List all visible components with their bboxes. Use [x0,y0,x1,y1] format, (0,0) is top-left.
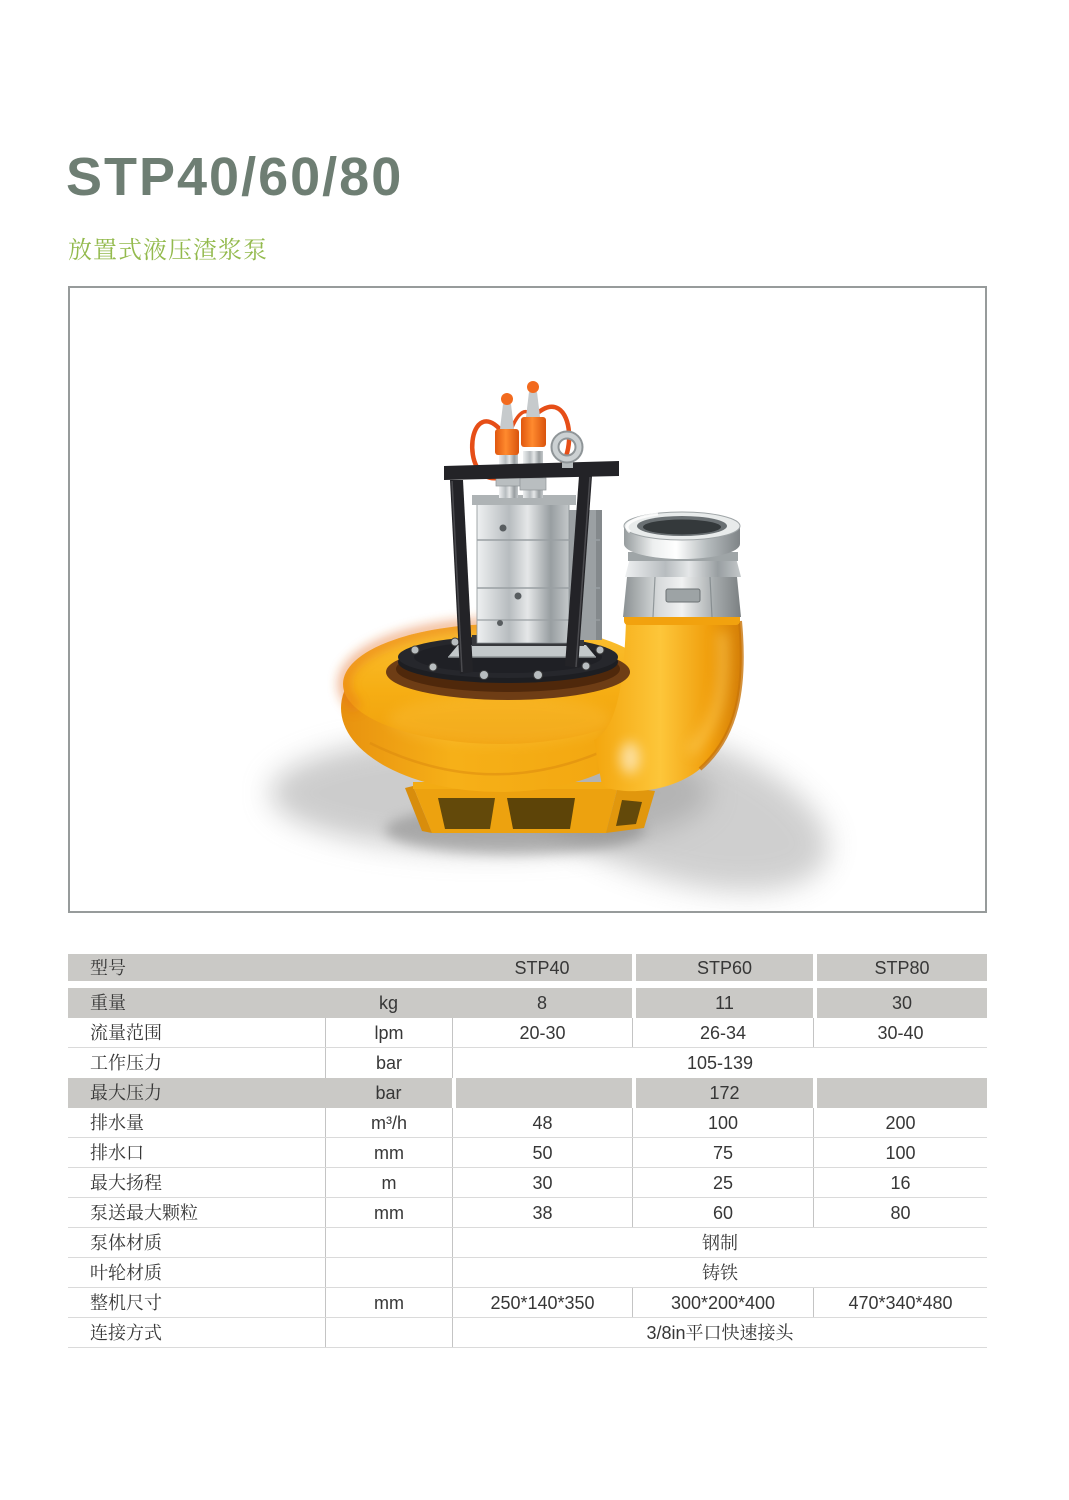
camlock-coupling [623,512,741,617]
spec-value: 26-34 [632,1018,813,1047]
spec-row-weight [68,988,987,1018]
spec-value: 172 [632,1078,813,1108]
spec-value: 30-40 [813,1018,987,1047]
spec-value: 8 [536,993,547,1013]
spec-value: 470*340*480 [813,1288,987,1317]
spec-value-merged: 105-139 [452,1048,987,1078]
spec-unit: mm [325,1138,452,1167]
spec-value: 60 [632,1198,813,1227]
spec-unit: kg [378,993,398,1013]
spec-row-max-head [68,1168,987,1198]
spec-label: 泵送最大颗粒 [90,1202,198,1223]
spec-value: 100 [813,1138,987,1167]
spec-row-impeller-material [68,1258,987,1288]
spec-label: 流量范围 [90,1022,162,1043]
spec-table [68,954,987,1348]
spec-row-drainage-volume [68,1108,987,1138]
spec-unit: mm [325,1198,452,1227]
spec-value-merged: 铸铁 [452,1258,987,1287]
spec-value: 20-30 [452,1018,632,1047]
spec-value: 75 [632,1138,813,1167]
spec-row-body-material [68,1228,987,1258]
spec-label: 最大压力 [90,1083,162,1103]
page-subtitle: 放置式液压渣浆泵 [68,237,268,264]
spec-row-connection [68,1318,987,1348]
spec-value: 16 [813,1168,987,1197]
spec-label: 叶轮材质 [90,1262,162,1283]
spec-unit: bar [375,1083,402,1103]
spec-value: 48 [452,1108,632,1137]
spec-row-working-pressure [68,1048,987,1078]
spec-label: 排水量 [90,1112,144,1133]
spec-value [452,1078,632,1108]
spec-value: 30 [452,1168,632,1197]
spec-unit: lpm [325,1018,452,1047]
spec-unit: m³/h [325,1108,452,1137]
spec-header-row [68,954,987,981]
spec-unit [325,1258,452,1287]
spec-label: 最大扬程 [90,1172,162,1193]
spec-row-max-particle [68,1198,987,1228]
spec-label: 泵体材质 [90,1232,162,1253]
spec-value: 11 [632,988,813,1018]
spec-value: 80 [813,1198,987,1227]
spec-row-dimensions [68,1288,987,1318]
spec-label: 整机尺寸 [90,1292,162,1313]
model-column-stp40: STP40 [514,957,570,978]
spec-value [813,1078,987,1108]
spec-row-max-pressure [68,1078,987,1108]
product-image-frame [68,286,987,913]
spec-unit: mm [325,1288,452,1317]
spec-unit: bar [325,1048,452,1078]
spec-label: 重量 [90,993,126,1013]
spec-row-outlet [68,1138,987,1168]
spec-label: 连接方式 [90,1322,162,1343]
spec-value: 38 [452,1198,632,1227]
spec-value: 250*140*350 [452,1288,632,1317]
spec-value-merged: 钢制 [452,1228,987,1257]
spec-unit: m [325,1168,452,1197]
model-column-stp80: STP80 [813,954,987,981]
spec-value: 50 [452,1138,632,1167]
spec-value: 25 [632,1168,813,1197]
model-column-stp60: STP60 [632,954,813,981]
page-title: STP40/60/80 [66,147,404,207]
spec-unit [325,1228,452,1257]
spec-label: 排水口 [90,1142,144,1163]
spec-row-flow-range [68,1018,987,1048]
spec-header-label: 型号 [90,957,126,978]
spec-value: 300*200*400 [632,1288,813,1317]
spec-value: 100 [632,1108,813,1137]
spec-value: 30 [813,988,987,1018]
spec-unit [325,1318,452,1347]
product-photo-pump [70,288,985,911]
spec-value-merged: 3/8in平口快速接头 [452,1318,987,1347]
spec-label: 工作压力 [90,1053,162,1073]
spec-value: 200 [813,1108,987,1137]
